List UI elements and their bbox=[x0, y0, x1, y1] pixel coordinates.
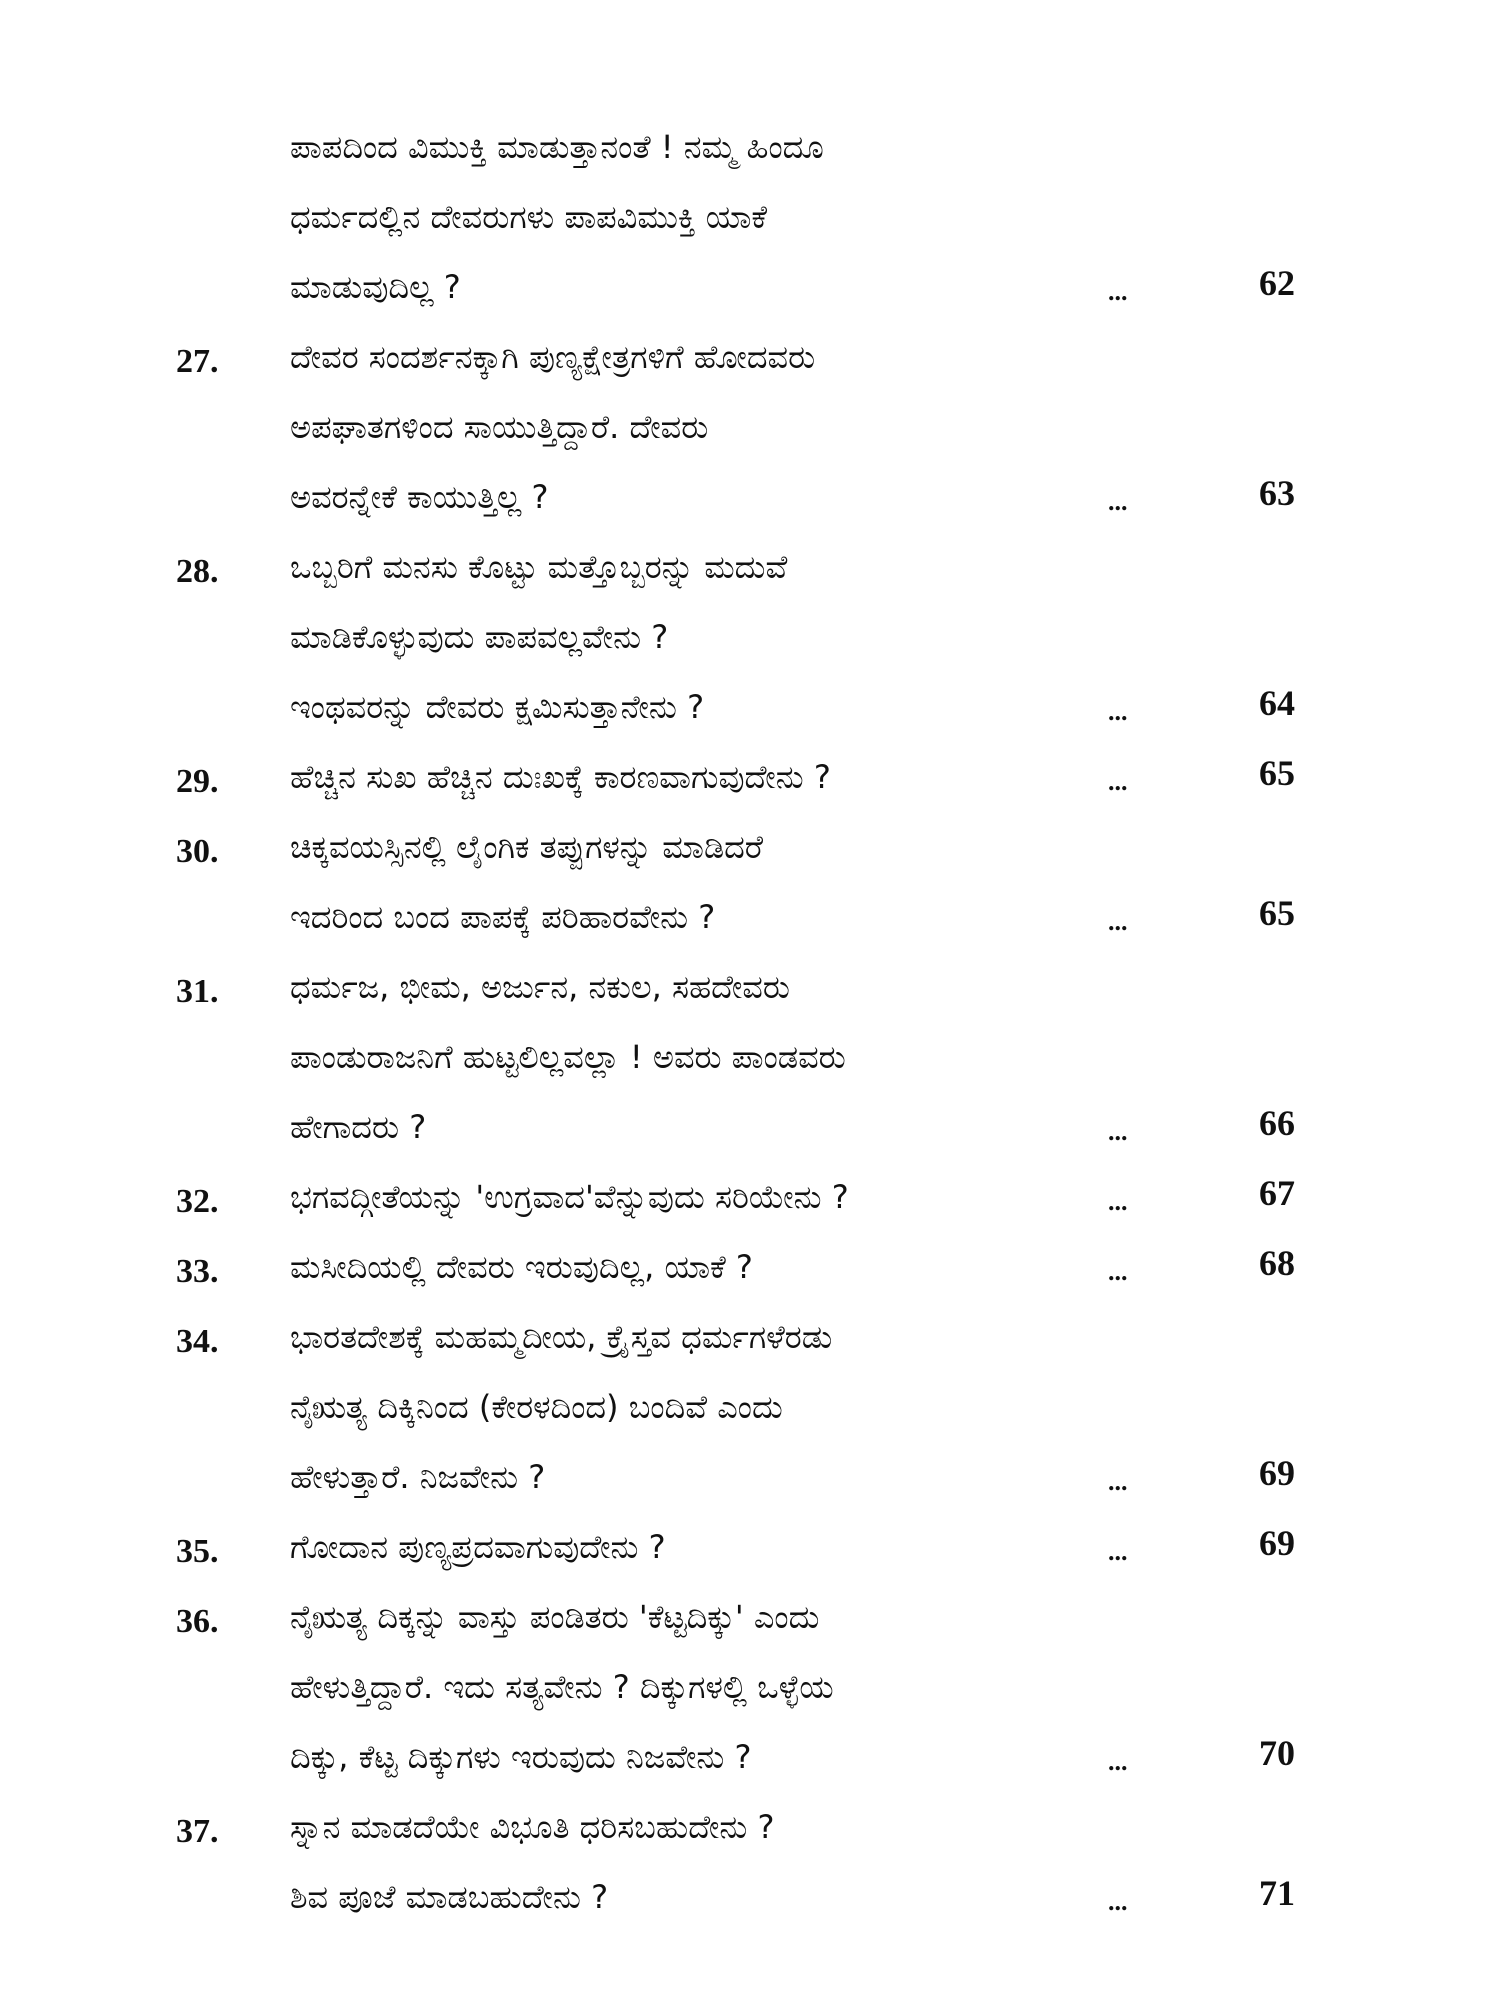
entry-text-line: ನೈಋತ್ಯ ದಿಕ್ಕಿನಿಂದ (ಕೇರಳದಿಂದ) ಬಂದಿವೆ ಎಂದು bbox=[290, 1388, 783, 1426]
entry-text-line: ಅಪಘಾತಗಳಿಂದ ಸಾಯುತ್ತಿದ್ದಾರೆ. ದೇವರು bbox=[290, 408, 709, 446]
leader-dots: ... bbox=[1108, 277, 1128, 306]
entry-text-line: ಮಾಡುವುದಿಲ್ಲ ? bbox=[290, 268, 461, 306]
leader-dots: ... bbox=[1108, 1117, 1128, 1146]
entry-text-line: ಭಾರತದೇಶಕ್ಕೆ ಮಹಮ್ಮದೀಯ, ಕ್ರೈಸ್ತವ ಧರ್ಮಗಳೆರಡು bbox=[290, 1318, 833, 1356]
entry-text-line: ಭಗವದ್ಗೀತೆಯನ್ನು 'ಉಗ್ರವಾದ'ವೆನ್ನುವುದು ಸರಿಯೇನು ? bbox=[290, 1178, 849, 1216]
entry-number: 35. bbox=[176, 1533, 219, 1570]
leader-dots: ... bbox=[1108, 487, 1128, 516]
entry-text-line: ದೇವರ ಸಂದರ್ಶನಕ್ಕಾಗಿ ಪುಣ್ಯಕ್ಷೇತ್ರಗಳಿಗೆ ಹೋದವರು bbox=[290, 338, 816, 376]
page-number: 70 bbox=[1259, 1733, 1295, 1773]
page-number: 65 bbox=[1259, 753, 1295, 793]
entry-number: 29. bbox=[176, 763, 219, 800]
page-number: 62 bbox=[1259, 263, 1295, 303]
leader-dots: ... bbox=[1108, 1187, 1128, 1216]
leader-dots: ... bbox=[1108, 1747, 1128, 1776]
entry-text-line: ಒಬ್ಬರಿಗೆ ಮನಸು ಕೊಟ್ಟು ಮತ್ತೊಬ್ಬರನ್ನು ಮದುವೆ bbox=[290, 548, 788, 586]
leader-dots: ... bbox=[1108, 907, 1128, 936]
entry-text-line: ಇದರಿಂದ ಬಂದ ಪಾಪಕ್ಕೆ ಪರಿಹಾರವೇನು ? bbox=[290, 898, 716, 936]
entry-text-line: ದಿಕ್ಕು, ಕೆಟ್ಟ ದಿಕ್ಕುಗಳು ಇರುವುದು ನಿಜವೇನು ? bbox=[290, 1738, 752, 1776]
entry-text-line: ಇಂಥವರನ್ನು ದೇವರು ಕ್ಷಮಿಸುತ್ತಾನೇನು ? bbox=[290, 688, 705, 726]
entry-text-line: ಸ್ನಾನ ಮಾಡದೆಯೇ ವಿಭೂತಿ ಧರಿಸಬಹುದೇನು ? bbox=[290, 1808, 775, 1846]
leader-dots: ... bbox=[1108, 1257, 1128, 1286]
page-number: 69 bbox=[1259, 1453, 1295, 1493]
entry-number: 32. bbox=[176, 1183, 219, 1220]
entry-number: 34. bbox=[176, 1323, 219, 1360]
entry-text-line: ಹೇಗಾದರು ? bbox=[290, 1108, 427, 1146]
entry-number: 31. bbox=[176, 973, 219, 1010]
page-number: 65 bbox=[1259, 893, 1295, 933]
leader-dots: ... bbox=[1108, 767, 1128, 796]
entry-text-line: ಶಿವ ಪೂಜೆ ಮಾಡಬಹುದೇನು ? bbox=[290, 1878, 609, 1916]
page-number: 63 bbox=[1259, 473, 1295, 513]
entry-text-line: ಪಾಪದಿಂದ ವಿಮುಕ್ತಿ ಮಾಡುತ್ತಾನಂತೆ ! ನಮ್ಮ ಹಿಂದೂ bbox=[290, 128, 824, 166]
entry-text-line: ಧರ್ಮಜ, ಭೀಮ, ಅರ್ಜುನ, ನಕುಲ, ಸಹದೇವರು bbox=[290, 968, 790, 1006]
page-number: 66 bbox=[1259, 1103, 1295, 1143]
page-number: 68 bbox=[1259, 1243, 1295, 1283]
entry-number: 27. bbox=[176, 343, 219, 380]
entry-text-line: ಗೋದಾನ ಪುಣ್ಯಪ್ರದವಾಗುವುದೇನು ? bbox=[290, 1528, 666, 1566]
entry-text-line: ಹೇಳುತ್ತಾರೆ. ನಿಜವೇನು ? bbox=[290, 1458, 546, 1496]
leader-dots: ... bbox=[1108, 1887, 1128, 1916]
entry-text-line: ಪಾಂಡುರಾಜನಿಗೆ ಹುಟ್ಟಲಿಲ್ಲವಲ್ಲಾ ! ಅವರು ಪಾಂಡವರು bbox=[290, 1038, 846, 1076]
entry-text-line: ಹೇಳುತ್ತಿದ್ದಾರೆ. ಇದು ಸತ್ಯವೇನು ? ದಿಕ್ಕುಗಳಲ್ಲಿ ಒಳ್ಳೆಯ bbox=[290, 1668, 834, 1706]
leader-dots: ... bbox=[1108, 1537, 1128, 1566]
entry-text-line: ನೈಋತ್ಯ ದಿಕ್ಕನ್ನು ವಾಸ್ತು ಪಂಡಿತರು 'ಕೆಟ್ಟದಿಕ್ಕು' ಎಂದು bbox=[290, 1598, 820, 1636]
entry-number: 30. bbox=[176, 833, 219, 870]
entry-number: 37. bbox=[176, 1813, 219, 1850]
entry-text-line: ಮಸೀದಿಯಲ್ಲಿ ದೇವರು ಇರುವುದಿಲ್ಲ, ಯಾಕೆ ? bbox=[290, 1248, 753, 1286]
entry-text-line: ಹೆಚ್ಚಿನ ಸುಖ ಹೆಚ್ಚಿನ ದುಃಖಕ್ಕೆ ಕಾರಣವಾಗುವುದೇನು ? bbox=[290, 758, 831, 796]
entry-text-line: ಮಾಡಿಕೊಳ್ಳುವುದು ಪಾಪವಲ್ಲವೇನು ? bbox=[290, 618, 669, 656]
entry-number: 28. bbox=[176, 553, 219, 590]
entry-text-line: ಚಿಕ್ಕವಯಸ್ಸಿನಲ್ಲಿ ಲೈಂಗಿಕ ತಪ್ಪುಗಳನ್ನು ಮಾಡಿದರೆ bbox=[290, 828, 764, 866]
leader-dots: ... bbox=[1108, 697, 1128, 726]
page-number: 71 bbox=[1259, 1873, 1295, 1913]
leader-dots: ... bbox=[1108, 1467, 1128, 1496]
page-number: 69 bbox=[1259, 1523, 1295, 1563]
page-number: 64 bbox=[1259, 683, 1295, 723]
entry-text-line: ಧರ್ಮದಲ್ಲಿನ ದೇವರುಗಳು ಪಾಪವಿಮುಕ್ತಿ ಯಾಕೆ bbox=[290, 198, 768, 236]
entry-number: 36. bbox=[176, 1603, 219, 1640]
entry-number: 33. bbox=[176, 1253, 219, 1290]
page-number: 67 bbox=[1259, 1173, 1295, 1213]
entry-text-line: ಅವರನ್ನೇಕೆ ಕಾಯುತ್ತಿಲ್ಲ ? bbox=[290, 478, 549, 516]
